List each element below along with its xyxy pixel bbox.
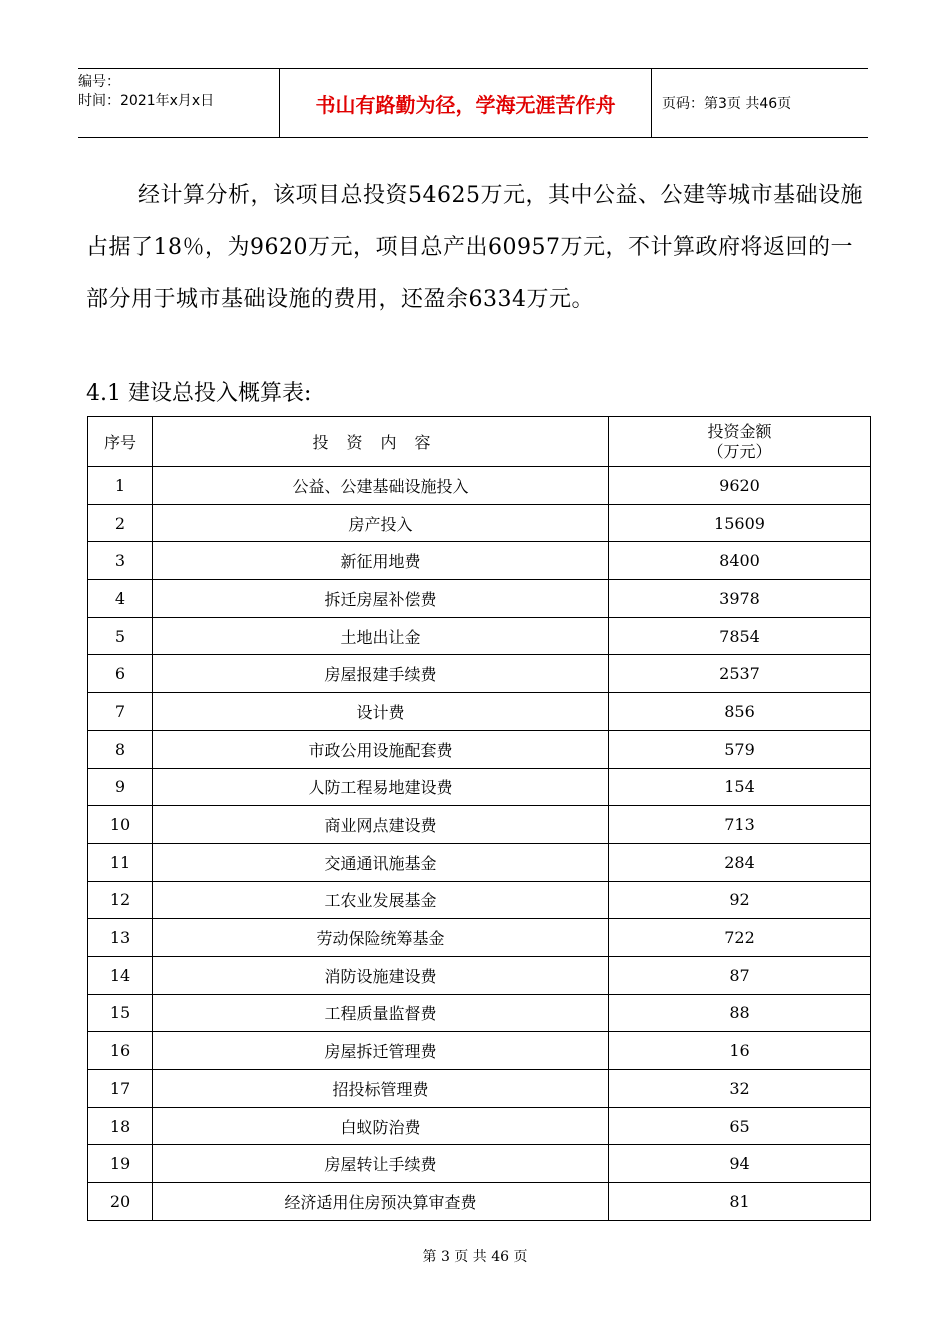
row-index: 14 — [88, 956, 153, 994]
table-row — [88, 467, 871, 505]
table-row — [88, 1145, 871, 1183]
header-content: 投资内容 — [153, 417, 609, 467]
row-content: 房屋报建手续费 — [153, 655, 609, 693]
row-content: 市政公用设施配套费 — [153, 730, 609, 768]
header-index: 序号 — [88, 417, 153, 467]
row-content: 交通通讯施基金 — [153, 843, 609, 881]
row-index: 3 — [88, 542, 153, 580]
row-content: 房产投入 — [153, 504, 609, 542]
table-row — [88, 881, 871, 919]
page-header — [78, 68, 868, 138]
row-amount: 7854 — [609, 617, 871, 655]
row-content: 劳动保险统筹基金 — [153, 919, 609, 957]
row-index: 20 — [88, 1183, 153, 1221]
table-row — [88, 655, 871, 693]
row-index: 18 — [88, 1107, 153, 1145]
table-row — [88, 1183, 871, 1221]
row-content: 房屋转让手续费 — [153, 1145, 609, 1183]
row-content: 人防工程易地建设费 — [153, 768, 609, 806]
row-content: 新征用地费 — [153, 542, 609, 580]
row-amount: 88 — [609, 994, 871, 1032]
header-page-info: 页码：第3页 共46页 — [662, 96, 792, 112]
row-amount: 87 — [609, 956, 871, 994]
header-amount — [609, 417, 871, 467]
table-row — [88, 504, 871, 542]
table-row — [88, 956, 871, 994]
document-time-label: 时间：2021年x月x日 — [78, 93, 215, 109]
row-amount: 81 — [609, 1183, 871, 1221]
header-amount-line2: （万元） — [707, 441, 772, 461]
summary-paragraph: 经计算分析，该项目总投资54625万元，其中公益、公建等城市基础设施占据了18％，为9620万元，项目总产出60957万元，不计算政府将返回的一部分用于城市基础设施的费用，还盈余6334万元。 — [86, 183, 863, 312]
row-amount: 92 — [609, 881, 871, 919]
row-amount: 579 — [609, 730, 871, 768]
row-amount: 65 — [609, 1107, 871, 1145]
row-amount: 3978 — [609, 580, 871, 618]
row-index: 13 — [88, 919, 153, 957]
row-index: 7 — [88, 693, 153, 731]
row-index: 17 — [88, 1070, 153, 1108]
row-index: 10 — [88, 806, 153, 844]
table-row — [88, 806, 871, 844]
table-row — [88, 1070, 871, 1108]
table-row — [88, 1032, 871, 1070]
page-footer: 第 3 页 共 46 页 — [422, 1249, 528, 1265]
table-row — [88, 580, 871, 618]
row-index: 1 — [88, 467, 153, 505]
row-amount: 722 — [609, 919, 871, 957]
row-content: 经济适用住房预决算审查费 — [153, 1183, 609, 1221]
table-row — [88, 542, 871, 580]
row-amount: 856 — [609, 693, 871, 731]
row-amount: 8400 — [609, 542, 871, 580]
header-slogan: 书山有路勤为径，学海无涯苦作舟 — [280, 69, 652, 137]
row-content: 土地出让金 — [153, 617, 609, 655]
table-row — [88, 768, 871, 806]
row-index: 4 — [88, 580, 153, 618]
header-meta — [78, 69, 280, 137]
row-index: 11 — [88, 843, 153, 881]
row-content: 消防设施建设费 — [153, 956, 609, 994]
row-amount: 2537 — [609, 655, 871, 693]
row-index: 5 — [88, 617, 153, 655]
table-body — [88, 467, 871, 1221]
row-amount: 713 — [609, 806, 871, 844]
table-row — [88, 730, 871, 768]
row-amount: 9620 — [609, 467, 871, 505]
row-index: 16 — [88, 1032, 153, 1070]
row-amount: 32 — [609, 1070, 871, 1108]
table-row — [88, 693, 871, 731]
row-content: 商业网点建设费 — [153, 806, 609, 844]
row-content: 公益、公建基础设施投入 — [153, 467, 609, 505]
row-content: 拆迁房屋补偿费 — [153, 580, 609, 618]
row-index: 12 — [88, 881, 153, 919]
row-index: 6 — [88, 655, 153, 693]
row-content: 工农业发展基金 — [153, 881, 609, 919]
row-amount: 154 — [609, 768, 871, 806]
table-header-row — [88, 417, 871, 467]
row-amount: 16 — [609, 1032, 871, 1070]
row-index: 2 — [88, 504, 153, 542]
table-row — [88, 617, 871, 655]
row-content: 白蚁防治费 — [153, 1107, 609, 1145]
table-row — [88, 1107, 871, 1145]
row-amount: 15609 — [609, 504, 871, 542]
row-content: 招投标管理费 — [153, 1070, 609, 1108]
row-amount: 94 — [609, 1145, 871, 1183]
row-content: 设计费 — [153, 693, 609, 731]
row-amount: 284 — [609, 843, 871, 881]
section-title: 4.1 建设总投入概算表: — [86, 381, 312, 406]
header-amount-line1: 投资金额 — [707, 421, 772, 441]
table-row — [88, 919, 871, 957]
investment-budget-table — [87, 416, 871, 1221]
row-index: 19 — [88, 1145, 153, 1183]
table-row — [88, 994, 871, 1032]
row-content: 工程质量监督费 — [153, 994, 609, 1032]
row-index: 8 — [88, 730, 153, 768]
row-content: 房屋拆迁管理费 — [153, 1032, 609, 1070]
row-index: 15 — [88, 994, 153, 1032]
row-index: 9 — [88, 768, 153, 806]
document-number-label: 编号： — [78, 74, 120, 90]
table-row — [88, 843, 871, 881]
